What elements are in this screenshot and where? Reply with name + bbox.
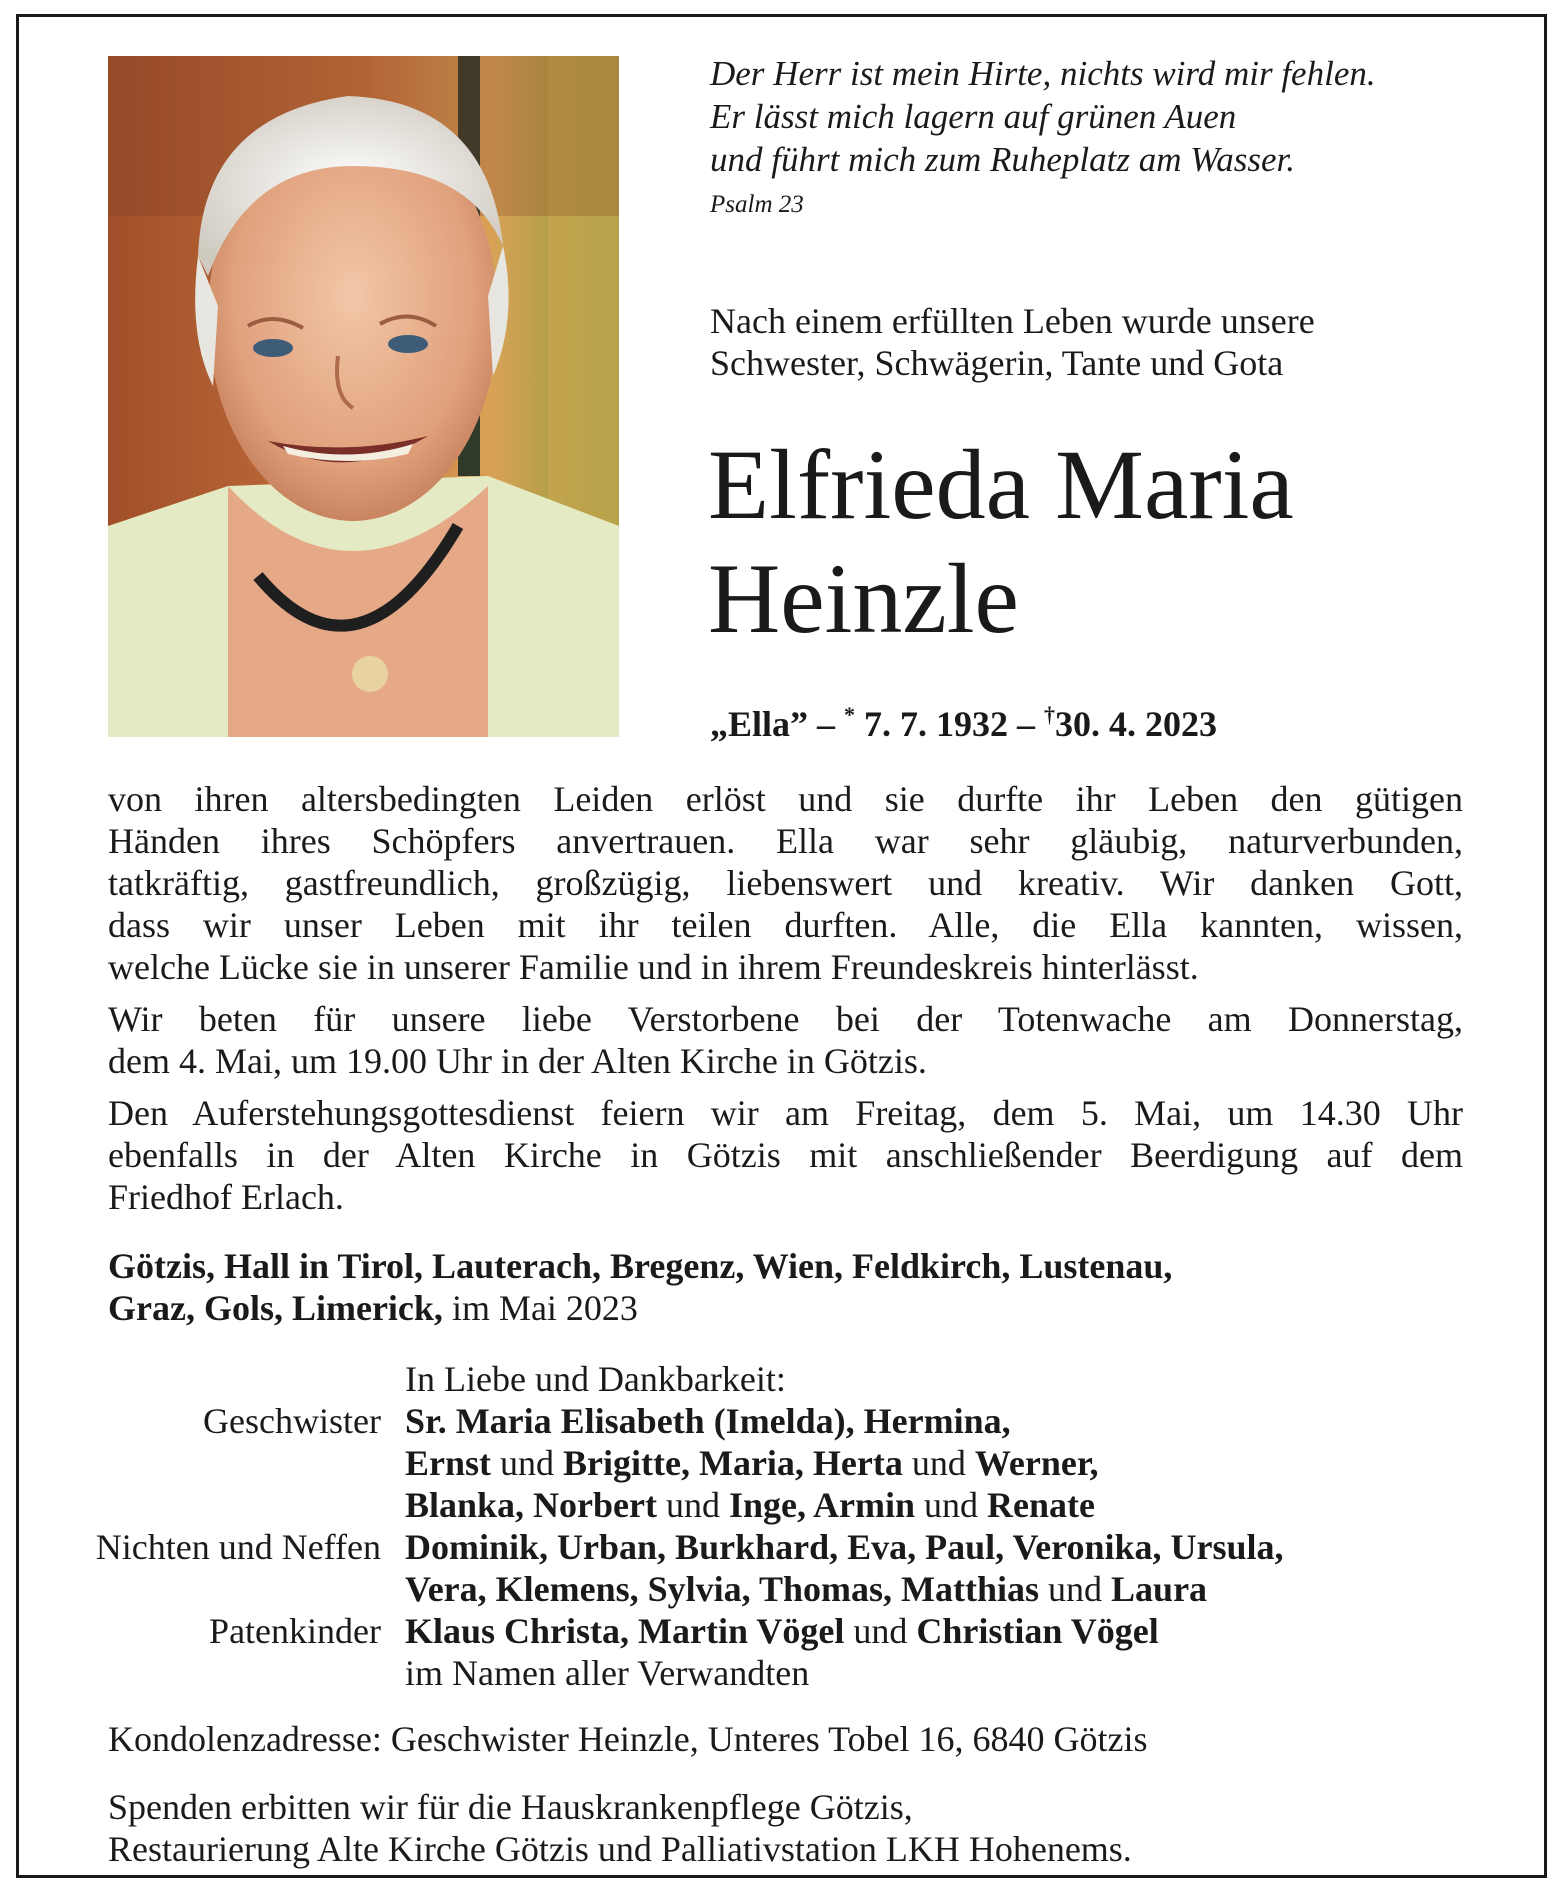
name-line-1: Elfrieda Maria bbox=[708, 429, 1294, 540]
places-row-2 bbox=[108, 1287, 1463, 1329]
family-heading-row bbox=[40, 1358, 1540, 1400]
birth-mark: * bbox=[844, 702, 856, 727]
quote-line: Der Herr ist mein Hirte, nichts wird mir fehlen. bbox=[710, 54, 1376, 93]
empty-label bbox=[40, 1568, 405, 1610]
names-bold: Renate bbox=[987, 1485, 1095, 1525]
death-mark: † bbox=[1044, 702, 1056, 727]
intro-line: Nach einem erfüllten Leben wurde unsere bbox=[710, 301, 1315, 341]
nickname: „Ella” bbox=[710, 704, 809, 744]
condolence-address: Kondolenzadresse: Geschwister Heinzle, Unteres Tobel 16, 6840 Götzis bbox=[108, 1719, 1148, 1759]
paragraph-service bbox=[108, 1092, 1463, 1218]
godchildren-names bbox=[405, 1610, 1159, 1652]
text-line: Wir beten für unsere liebe Verstorbene bei der Totenwache am Donnerstag, bbox=[108, 999, 1463, 1039]
paragraph-wake bbox=[108, 998, 1463, 1082]
empty-label bbox=[40, 1442, 405, 1484]
dash: – bbox=[808, 704, 845, 744]
names-bold: Brigitte, Maria, Herta bbox=[563, 1443, 903, 1483]
names-bold: Sr. Maria Elisabeth (Imelda), Hermina, bbox=[405, 1401, 1011, 1441]
conjunction: und bbox=[491, 1443, 564, 1483]
name-line-2: Heinzle bbox=[708, 543, 1019, 654]
places-row-1 bbox=[108, 1245, 1463, 1287]
names-bold: Vera, Klemens, Sylvia, Thomas, Matthias bbox=[405, 1569, 1040, 1609]
text-line: tatkräftig, gastfreundlich, großzügig, liebenswert und kreativ. Wir danken Gott, bbox=[108, 863, 1463, 903]
birth-date: 7. 7. 1932 bbox=[855, 704, 1009, 744]
places-bold: Graz, Gols, Limerick, bbox=[108, 1288, 443, 1328]
names-bold: Dominik, Urban, Burkhard, Eva, Paul, Veronika, Ursula, bbox=[405, 1527, 1284, 1567]
text-line: Friedhof Erlach. bbox=[108, 1177, 344, 1217]
text-line: Den Auferstehungsgottesdienst feiern wir am Freitag, dem 5. Mai, um 14.30 Uhr bbox=[108, 1093, 1463, 1133]
body-text bbox=[108, 778, 1463, 1228]
quote-source: Psalm 23 bbox=[710, 191, 804, 218]
siblings-label: Geschwister bbox=[203, 1401, 381, 1441]
portrait-photo bbox=[108, 56, 619, 737]
siblings-row bbox=[40, 1484, 1540, 1526]
family-list bbox=[40, 1358, 1540, 1694]
life-dates bbox=[710, 693, 1530, 746]
names-bold: Christian Vögel bbox=[916, 1611, 1159, 1651]
closing-text: im Namen aller Verwandten bbox=[405, 1653, 810, 1693]
siblings-names bbox=[405, 1400, 1011, 1442]
names-bold: Laura bbox=[1111, 1569, 1208, 1609]
nieces-row bbox=[40, 1526, 1540, 1568]
dash: – bbox=[1008, 704, 1045, 744]
godchildren-label: Patenkinder bbox=[209, 1611, 381, 1651]
nieces-names bbox=[405, 1526, 1284, 1568]
conjunction: und bbox=[657, 1485, 729, 1525]
family-heading: In Liebe und Dankbarkeit: bbox=[405, 1359, 786, 1399]
deceased-name bbox=[708, 428, 1528, 656]
closing-row bbox=[40, 1652, 1540, 1694]
names-bold: Blanka, Norbert bbox=[405, 1485, 657, 1525]
names-bold: Ernst bbox=[405, 1443, 492, 1483]
siblings-names bbox=[405, 1484, 1095, 1526]
text-line: dem 4. Mai, um 19.00 Uhr in der Alten Kirche in Götzis. bbox=[108, 1041, 927, 1081]
text-line: welche Lücke sie in unserer Familie und in ihrem Freundeskreis hinterlässt. bbox=[108, 947, 1199, 987]
text-line: dass wir unser Leben mit ihr teilen durften. Alle, die Ella kannten, wissen, bbox=[108, 905, 1463, 945]
portrait-image bbox=[108, 56, 619, 737]
death-date: 30. 4. 2023 bbox=[1055, 704, 1218, 744]
psalm-quote bbox=[710, 52, 1490, 219]
siblings-row bbox=[40, 1400, 1540, 1442]
donation-line: Restaurierung Alte Kirche Götzis und Palliativstation LKH Hohenems. bbox=[108, 1829, 1132, 1869]
nieces-names bbox=[405, 1568, 1207, 1610]
siblings-names bbox=[405, 1442, 1099, 1484]
paragraph-life bbox=[108, 778, 1463, 988]
places-date: im Mai 2023 bbox=[442, 1288, 638, 1328]
conjunction: und bbox=[902, 1443, 975, 1483]
donation-request bbox=[108, 1786, 1463, 1870]
text-line: ebenfalls in der Alten Kirche in Götzis mit anschließender Beerdigung auf dem bbox=[108, 1135, 1463, 1175]
empty-label bbox=[40, 1484, 405, 1526]
quote-line: Er lässt mich lagern auf grünen Auen bbox=[710, 97, 1237, 136]
conjunction: und bbox=[915, 1485, 988, 1525]
conjunction: und bbox=[1039, 1569, 1112, 1609]
conjunction: und bbox=[844, 1611, 917, 1651]
places-bold: Götzis, Hall in Tirol, Lauterach, Bregenz, Wien, Feldkirch, Lustenau, bbox=[108, 1246, 1173, 1286]
text-line: Händen ihres Schöpfers anvertrauen. Ella war sehr gläubig, naturverbunden, bbox=[108, 821, 1463, 861]
intro-text bbox=[710, 300, 1510, 384]
places-line bbox=[108, 1245, 1463, 1329]
text-line: von ihren altersbedingten Leiden erlöst und sie durfte ihr Leben den gütigen bbox=[108, 779, 1463, 819]
siblings-row bbox=[40, 1442, 1540, 1484]
names-bold: Werner, bbox=[974, 1443, 1099, 1483]
nieces-row bbox=[40, 1568, 1540, 1610]
donation-line: Spenden erbitten wir für die Hauskrankenpflege Götzis, bbox=[108, 1787, 913, 1827]
intro-line: Schwester, Schwägerin, Tante und Gota bbox=[710, 343, 1284, 383]
godchildren-row bbox=[40, 1610, 1540, 1652]
quote-line: und führt mich zum Ruheplatz am Wasser. bbox=[710, 140, 1295, 179]
names-bold: Klaus Christa, Martin Vögel bbox=[405, 1611, 845, 1651]
nieces-label: Nichten und Neffen bbox=[95, 1527, 381, 1567]
empty-label bbox=[40, 1358, 405, 1400]
empty-label bbox=[40, 1652, 405, 1694]
names-bold: Inge, Armin bbox=[729, 1485, 916, 1525]
